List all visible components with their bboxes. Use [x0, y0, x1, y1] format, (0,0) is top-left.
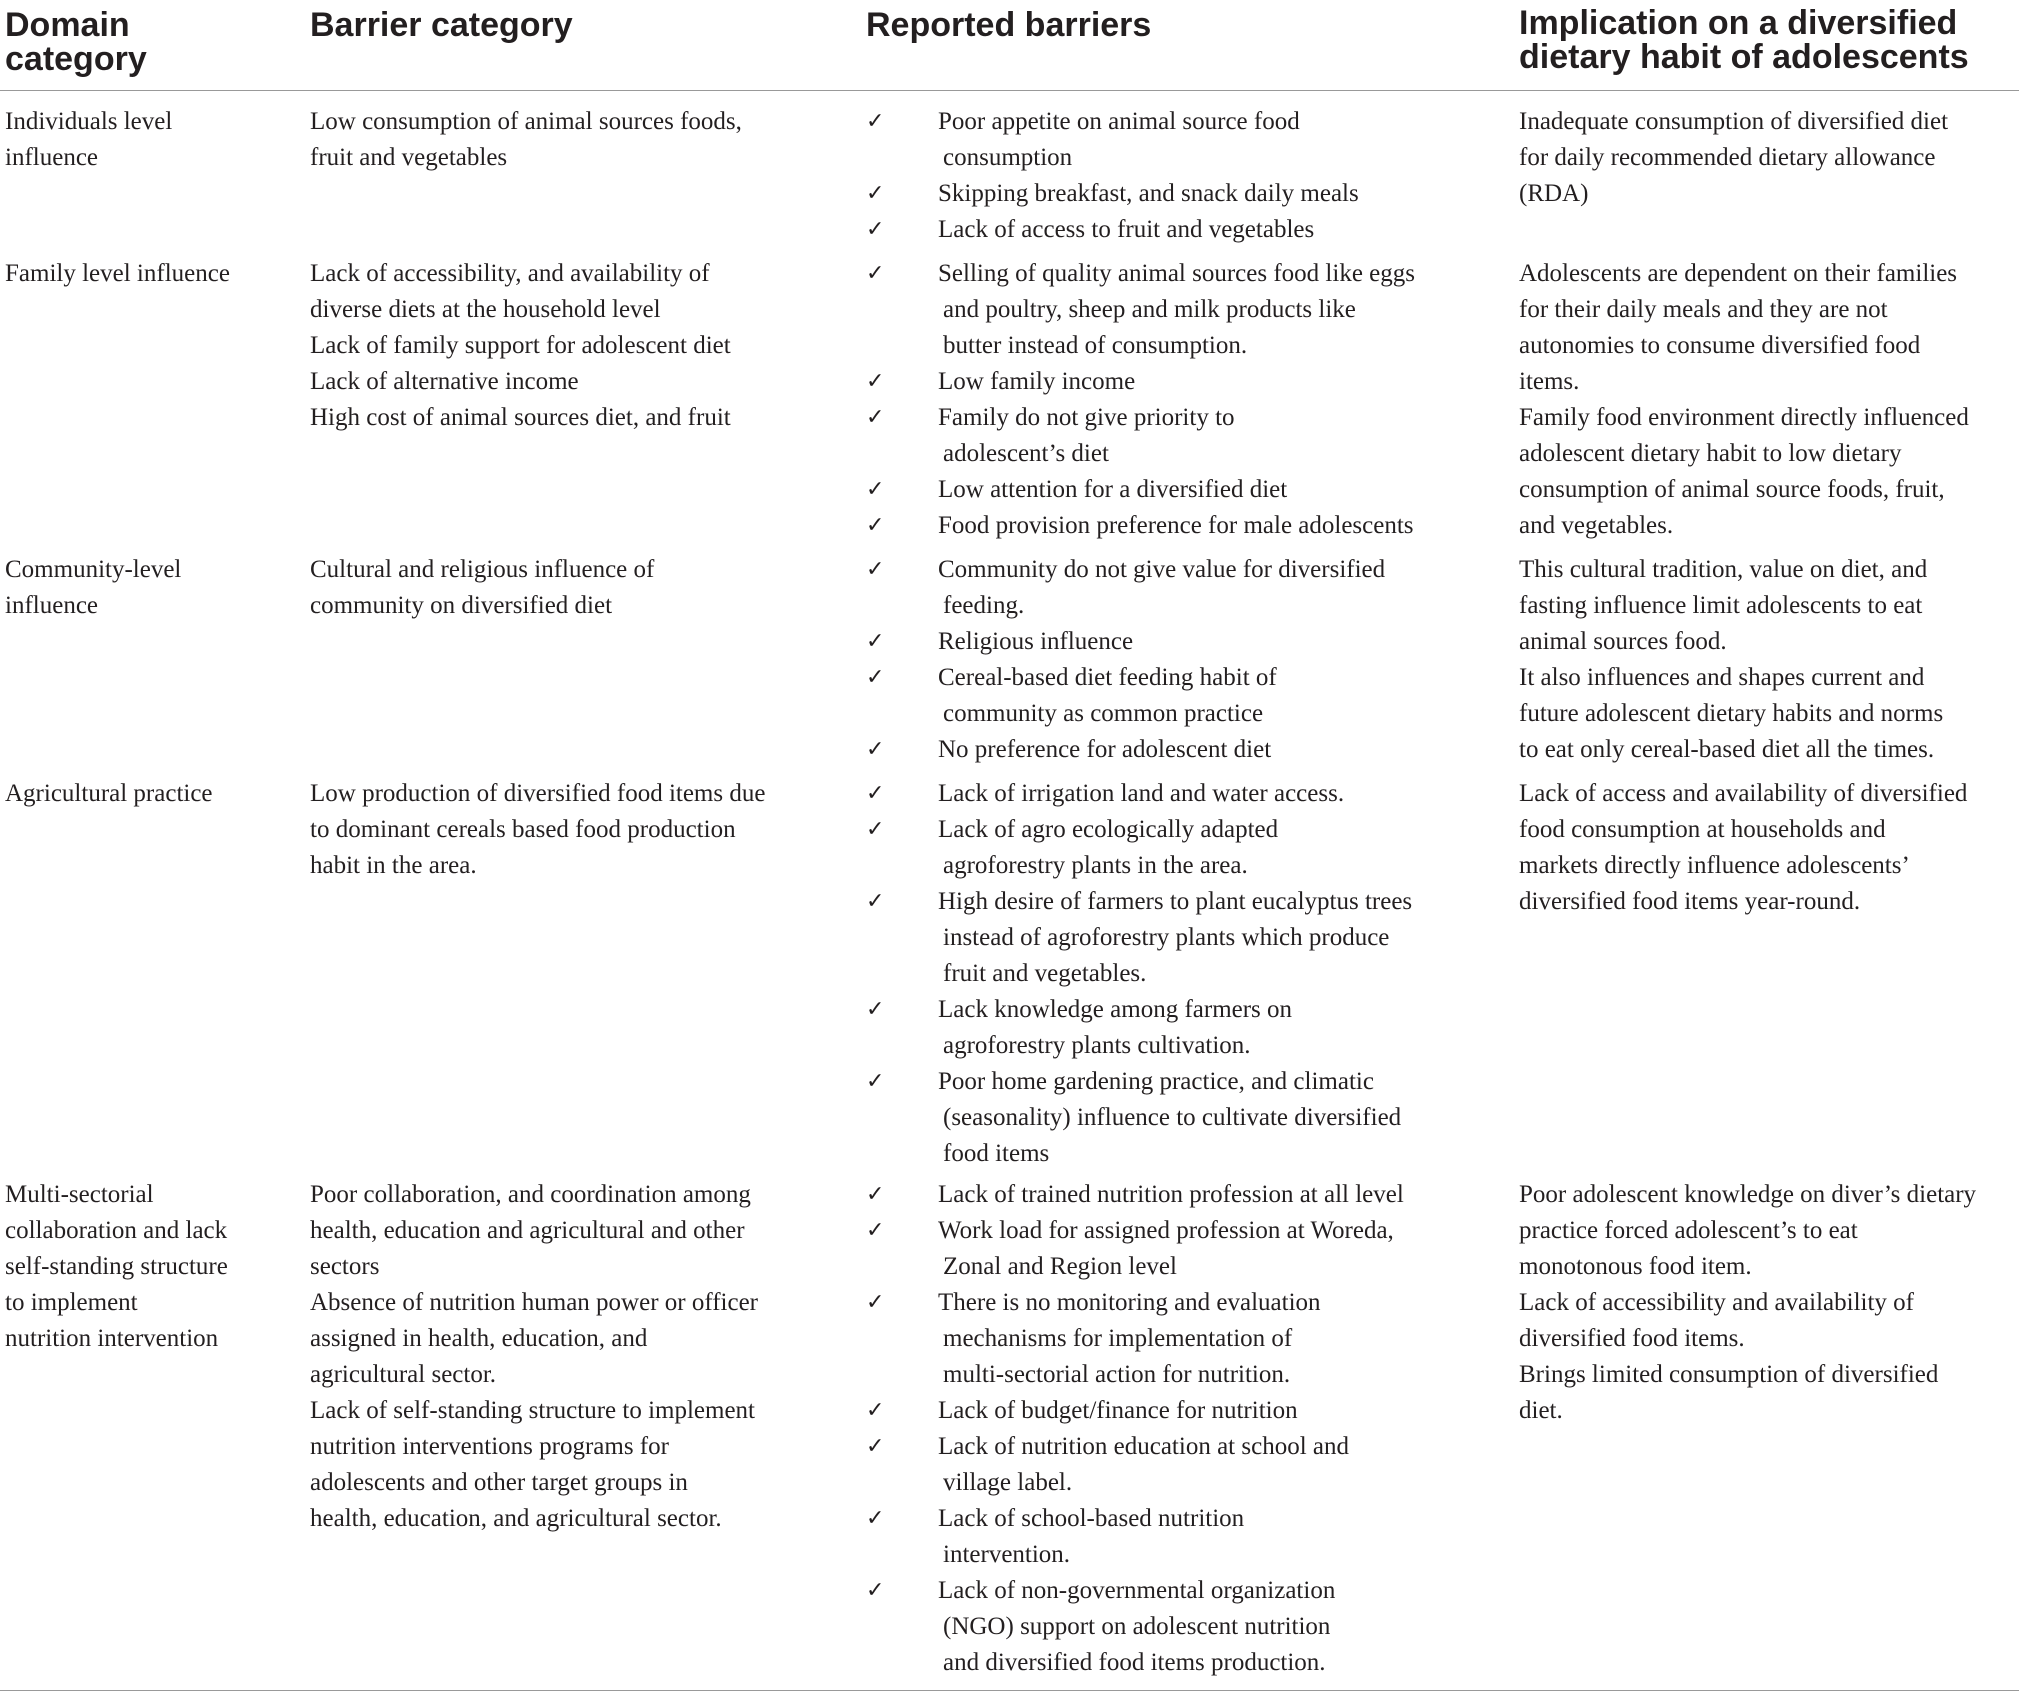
header-line: category — [5, 40, 147, 78]
cell-line: Family food environment directly influenced — [1519, 404, 1969, 431]
barrier-line: Selling of quality animal sources food like eggs — [938, 260, 1415, 287]
cell-line: fasting influence limit adolescents to eat — [1519, 592, 1923, 619]
barrier-line: and poultry, sheep and milk products like — [943, 296, 1356, 323]
cell-line: for daily recommended dietary allowance — [1519, 144, 1936, 171]
reported-barrier-item — [938, 1429, 1349, 1501]
checkmark-icon: ✓ — [866, 1290, 885, 1315]
barrier-line: Family do not give priority to — [938, 404, 1235, 431]
cell-line: Inadequate consumption of diversified diet — [1519, 108, 1949, 135]
checkmark-icon: ✓ — [866, 181, 885, 206]
cell-line: Absence of nutrition human power or officer — [310, 1289, 759, 1316]
cell-line: (RDA) — [1519, 180, 1589, 207]
reported-barrier-item — [938, 1501, 1244, 1573]
cell-line: Lack of alternative income — [310, 368, 579, 395]
header-reported_barriers — [866, 8, 1151, 42]
cell-line: future adolescent dietary habits and norms — [1519, 700, 1944, 727]
checkmark-icon: ✓ — [866, 737, 885, 762]
barrier-line: Work load for assigned profession at Woreda, — [938, 1217, 1394, 1244]
cell-line: community on diversified diet — [310, 592, 613, 619]
cell-line: to dominant cereals based food production — [310, 816, 736, 843]
cell-line: Cultural and religious influence of — [310, 556, 655, 583]
cell-line: sectors — [310, 1253, 380, 1280]
cell-line: food consumption at households and — [1519, 816, 1886, 843]
reported-barrier-item — [938, 1213, 1394, 1285]
cell-line: adolescent dietary habit to low dietary — [1519, 440, 1902, 467]
cell-line: collaboration and lack — [5, 1217, 228, 1244]
cell-line: Poor collaboration, and coordination among — [310, 1181, 751, 1208]
reported-barrier-item — [938, 1064, 1401, 1172]
cell-implication — [1519, 776, 2019, 920]
checkmark-icon: ✓ — [866, 889, 885, 914]
cell-line: agricultural sector. — [310, 1361, 497, 1388]
barrier-line: Lack of non-governmental organization — [938, 1577, 1336, 1604]
barrier-line: (seasonality) influence to cultivate diversified — [943, 1104, 1402, 1131]
reported-barrier-item — [938, 364, 1135, 400]
cell-line: Lack of self-standing structure to implement — [310, 1397, 756, 1424]
reported-barrier-item — [938, 624, 1133, 660]
cell-line: Family level influence — [5, 260, 230, 287]
reported-barrier-item — [938, 552, 1385, 624]
cell-line: Lack of accessibility, and availability of — [310, 260, 710, 287]
header-domain — [5, 8, 147, 76]
cell-line: Lack of family support for adolescent diet — [310, 332, 731, 359]
checkmark-icon: ✓ — [866, 1069, 885, 1094]
barrier-line: adolescent’s diet — [943, 440, 1109, 467]
cell-line: Low consumption of animal sources foods, — [310, 108, 742, 135]
barrier-line: Low family income — [938, 368, 1136, 395]
barrier-line: Poor home gardening practice, and climatic — [938, 1068, 1374, 1095]
reported-barrier-item — [938, 472, 1287, 508]
reported-barrier-item — [938, 104, 1300, 176]
cell-line: influence — [5, 144, 99, 171]
checkmark-icon: ✓ — [866, 1578, 885, 1603]
checkmark-icon: ✓ — [866, 557, 885, 582]
barrier-line: (NGO) support on adolescent nutrition — [943, 1613, 1331, 1640]
checkmark-icon: ✓ — [866, 1182, 885, 1207]
reported-barrier-item — [938, 1393, 1298, 1429]
barrier-line: instead of agroforestry plants which produce — [943, 924, 1390, 951]
cell-barrier-category — [310, 104, 830, 176]
cell-implication — [1519, 1177, 2019, 1429]
checkmark-icon: ✓ — [866, 261, 885, 286]
reported-barrier-item — [938, 1573, 1335, 1681]
barrier-line: and diversified food items production. — [943, 1649, 1326, 1676]
checkmark-icon: ✓ — [866, 477, 885, 502]
reported-barrier-item — [938, 776, 1344, 812]
reported-barrier-item — [938, 508, 1414, 544]
barrier-line: agroforestry plants in the area. — [943, 852, 1248, 879]
checkmark-icon: ✓ — [866, 109, 885, 134]
barrier-line: Religious influence — [938, 628, 1134, 655]
cell-line: fruit and vegetables — [310, 144, 508, 171]
barrier-line: Cereal-based diet feeding habit of — [938, 664, 1277, 691]
checkmark-icon: ✓ — [866, 513, 885, 538]
barrier-line: Lack of access to fruit and vegetables — [938, 216, 1315, 243]
cell-line: nutrition intervention — [5, 1325, 219, 1352]
header-line: Implication on a diversified — [1519, 4, 1958, 42]
cell-line: to implement — [5, 1289, 138, 1316]
cell-line: nutrition interventions programs for — [310, 1433, 669, 1460]
cell-line: for their daily meals and they are not — [1519, 296, 1888, 323]
checkmark-icon: ✓ — [866, 1434, 885, 1459]
cell-line: and vegetables. — [1519, 512, 1674, 539]
barrier-line: Lack of trained nutrition profession at all level — [938, 1181, 1404, 1208]
header-line: Reported barriers — [866, 6, 1152, 44]
bottom-rule — [0, 1690, 2019, 1691]
checkmark-icon: ✓ — [866, 1506, 885, 1531]
cell-line: to eat only cereal-based diet all the times. — [1519, 736, 1935, 763]
checkmark-icon: ✓ — [866, 369, 885, 394]
cell-line: diversified food items. — [1519, 1325, 1745, 1352]
cell-line: health, education, and agricultural sector. — [310, 1505, 722, 1532]
cell-line: markets directly influence adolescents’ — [1519, 852, 1910, 879]
barrier-line: There is no monitoring and evaluation — [938, 1289, 1321, 1316]
cell-implication — [1519, 104, 2019, 212]
barrier-line: Lack of agro ecologically adapted — [938, 816, 1279, 843]
cell-line: It also influences and shapes current and — [1519, 664, 1925, 691]
checkmark-icon: ✓ — [866, 997, 885, 1022]
checkmark-icon: ✓ — [866, 817, 885, 842]
cell-line: monotonous food item. — [1519, 1253, 1752, 1280]
checkmark-icon: ✓ — [866, 1218, 885, 1243]
barrier-line: Lack of nutrition education at school and — [938, 1433, 1349, 1460]
header-line: dietary habit of adolescents — [1519, 38, 1969, 76]
barrier-line: intervention. — [943, 1541, 1071, 1568]
reported-barrier-item — [938, 256, 1415, 364]
header-rule — [0, 90, 2019, 91]
cell-barrier-category — [310, 256, 830, 436]
barrier-line: Community do not give value for diversified — [938, 556, 1386, 583]
cell-line: Community-level — [5, 556, 182, 583]
barrier-line: mechanisms for implementation of — [943, 1325, 1293, 1352]
cell-line: self-standing structure — [5, 1253, 228, 1280]
cell-line: Agricultural practice — [5, 780, 213, 807]
barrier-line: No preference for adolescent diet — [938, 736, 1272, 763]
cell-line: diverse diets at the household level — [310, 296, 661, 323]
checkmark-icon: ✓ — [866, 405, 885, 430]
checkmark-icon: ✓ — [866, 1398, 885, 1423]
cell-line: assigned in health, education, and — [310, 1325, 648, 1352]
barrier-line: community as common practice — [943, 700, 1264, 727]
barrier-line: Skipping breakfast, and snack daily meals — [938, 180, 1359, 207]
cell-line: Lack of access and availability of diversified — [1519, 780, 1968, 807]
header-line: Barrier category — [310, 6, 573, 44]
cell-line: animal sources food. — [1519, 628, 1727, 655]
cell-line: consumption of animal source foods, fruit, — [1519, 476, 1945, 503]
barrier-line: Lack of budget/finance for nutrition — [938, 1397, 1298, 1424]
barrier-line: Poor appetite on animal source food — [938, 108, 1300, 135]
reported-barrier-item — [938, 884, 1412, 992]
reported-barrier-item — [938, 212, 1314, 248]
barrier-line: High desire of farmers to plant eucalyptus trees — [938, 888, 1413, 915]
cell-line: adolescents and other target groups in — [310, 1469, 688, 1496]
reported-barrier-item — [938, 732, 1271, 768]
header-barrier_category — [310, 8, 573, 42]
cell-line: Brings limited consumption of diversified — [1519, 1361, 1939, 1388]
cell-line: items. — [1519, 368, 1580, 395]
cell-barrier-category — [310, 1177, 830, 1537]
cell-line: High cost of animal sources diet, and fruit — [310, 404, 731, 431]
barrier-line: fruit and vegetables. — [943, 960, 1147, 987]
cell-line: Multi-sectorial — [5, 1181, 154, 1208]
barrier-line: village label. — [943, 1469, 1073, 1496]
cell-barrier-category — [310, 776, 830, 884]
checkmark-icon: ✓ — [866, 217, 885, 242]
cell-line: Poor adolescent knowledge on diver’s dietary — [1519, 1181, 1977, 1208]
reported-barrier-item — [938, 400, 1235, 472]
header-implication — [1519, 6, 1969, 74]
cell-line: autonomies to consume diversified food — [1519, 332, 1921, 359]
barrier-line: Low attention for a diversified diet — [938, 476, 1288, 503]
cell-implication — [1519, 552, 2019, 768]
cell-line: practice forced adolescent’s to eat — [1519, 1217, 1858, 1244]
reported-barrier-item — [938, 176, 1359, 212]
cell-line: health, education and agricultural and other — [310, 1217, 745, 1244]
barrier-line: Food provision preference for male adolescents — [938, 512, 1414, 539]
header-line: Domain — [5, 6, 130, 44]
cell-line: Low production of diversified food items due — [310, 780, 766, 807]
cell-barrier-category — [310, 552, 830, 624]
barrier-line: Zonal and Region level — [943, 1253, 1177, 1280]
checkmark-icon: ✓ — [866, 629, 885, 654]
barrier-line: butter instead of consumption. — [943, 332, 1248, 359]
barrier-line: Lack of school-based nutrition — [938, 1505, 1245, 1532]
barrier-line: agroforestry plants cultivation. — [943, 1032, 1251, 1059]
barrier-line: consumption — [943, 144, 1073, 171]
cell-line: Individuals level — [5, 108, 173, 135]
cell-line: diversified food items year-round. — [1519, 888, 1861, 915]
checkmark-icon: ✓ — [866, 781, 885, 806]
barrier-line: multi-sectorial action for nutrition. — [943, 1361, 1291, 1388]
cell-line: diet. — [1519, 1397, 1563, 1424]
reported-barrier-item — [938, 992, 1292, 1064]
cell-line: Adolescents are dependent on their families — [1519, 260, 1958, 287]
reported-barrier-item — [938, 660, 1277, 732]
checkmark-icon: ✓ — [866, 665, 885, 690]
cell-line: habit in the area. — [310, 852, 477, 879]
cell-line: Lack of accessibility and availability of — [1519, 1289, 1914, 1316]
reported-barrier-item — [938, 1177, 1404, 1213]
barrier-line: food items — [943, 1140, 1050, 1167]
cell-line: This cultural tradition, value on diet, and — [1519, 556, 1928, 583]
reported-barrier-item — [938, 812, 1278, 884]
barrier-line: feeding. — [943, 592, 1025, 619]
cell-line: influence — [5, 592, 99, 619]
cell-implication — [1519, 256, 2019, 544]
barrier-line: Lack knowledge among farmers on — [938, 996, 1293, 1023]
reported-barrier-item — [938, 1285, 1321, 1393]
barrier-line: Lack of irrigation land and water access. — [938, 780, 1345, 807]
